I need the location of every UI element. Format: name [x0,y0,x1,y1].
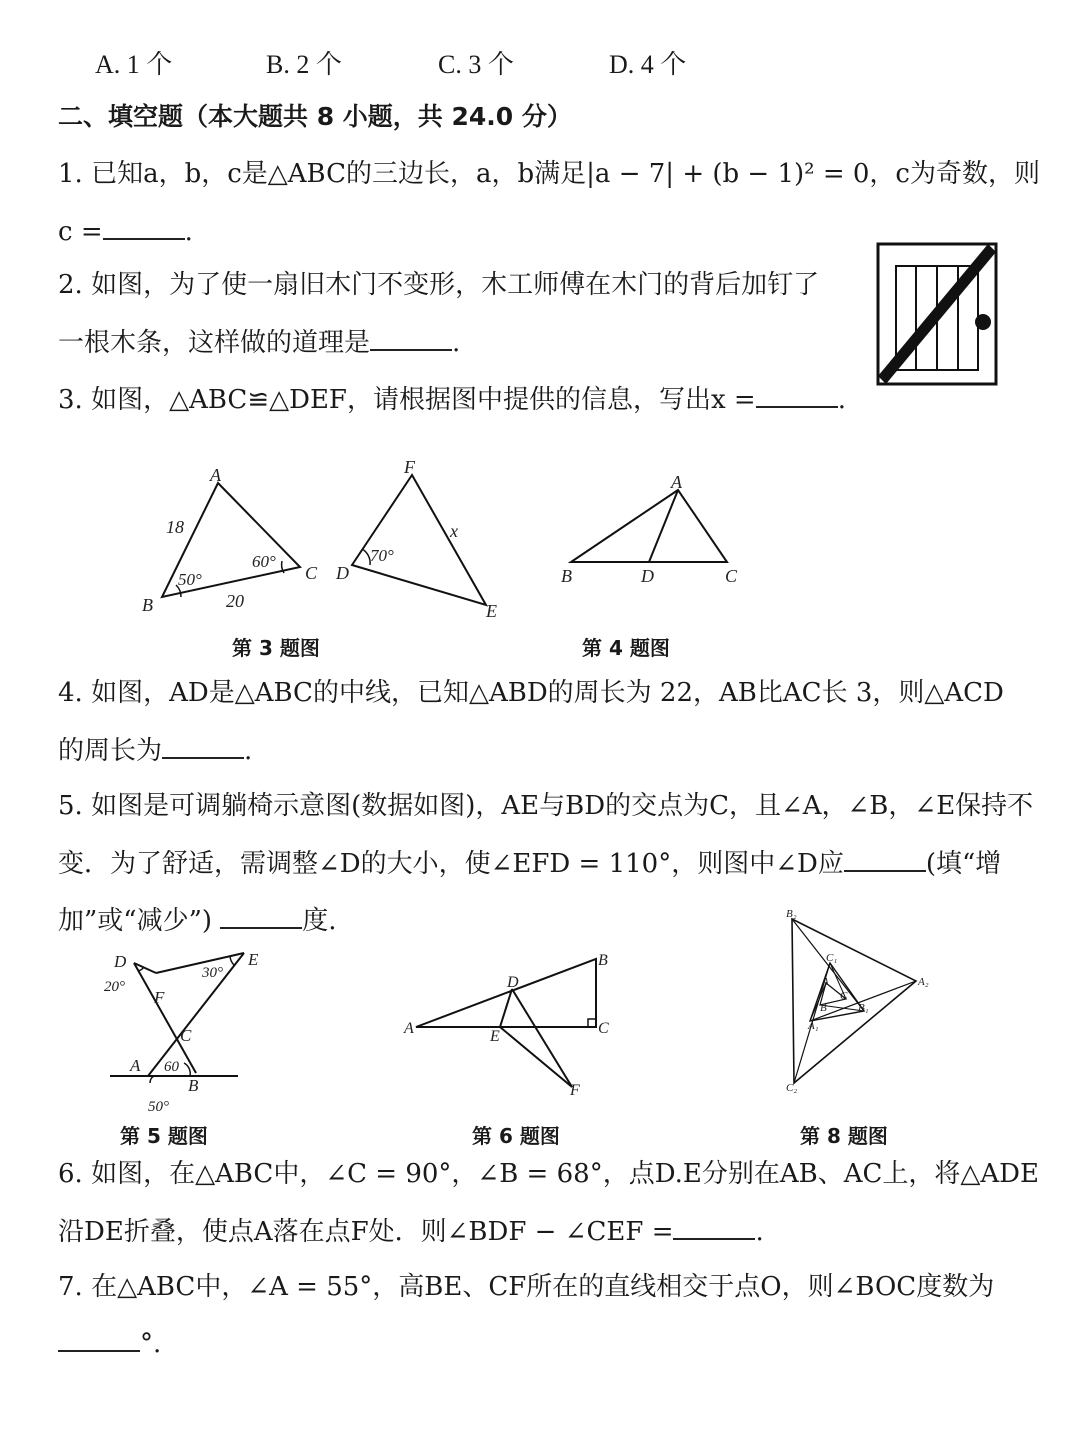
fig8-label-B2: B₂ [786,908,797,920]
fig5-label-E: E [248,950,259,969]
fig8-label-A1: A₁ [808,1020,819,1032]
option-d: D. 4 个 [609,50,687,79]
fig5-label-F: F [154,988,165,1007]
fig3-label-C: C [305,563,318,583]
q7-line2 [58,1326,161,1361]
fig6-label-E: E [490,1028,500,1045]
q6-line2 [58,1214,764,1249]
fig6-label-A: A [404,1020,414,1037]
fig5-angle-E: 30° [202,965,223,981]
fig8-triangles [780,905,940,1095]
fig8-label-C1: C₁ [826,952,838,964]
q5-line1: 5. 如图是可调躺椅示意图(数据如图)，AE与BD的交点为C，且∠A，∠B，∠E保持不 [58,791,1034,821]
q2-line2 [58,325,460,360]
q3-prefix: 3. 如图，△ABC≌△DEF，请根据图中提供的信息，写出x = [58,385,756,415]
fig6-label-C: C [598,1020,609,1037]
fig3-label-F: F [404,457,415,477]
fig3-label-D: D [336,563,349,583]
q4-line2 [58,733,252,768]
fig8-label-B: B [820,1002,827,1014]
q5-line2 [58,846,1001,881]
fig8-label-C2: C₂ [786,1082,798,1094]
q5-line3 [58,903,337,938]
q5-suffix: (填“增 [925,849,1002,879]
fig3-label-A: A [210,465,221,485]
option-b: B. 2 个 [266,50,342,79]
fig5-angle-D: 20° [104,979,125,995]
q7-line1: 7. 在△ABC中，∠A = 55°，高BE、CF所在的直线相交于点O，则∠BOC度数为 [58,1272,995,1302]
q2-prefix: 一根木条，这样做的道理是 [58,328,371,358]
door-figure [876,242,998,386]
fig3-label-E: E [486,601,497,621]
fig5-label-D: D [114,952,127,971]
fig6-label-F: F [570,1082,580,1099]
q1-line2 [58,214,193,249]
fig8-label-B1: B₁ [858,1002,869,1014]
fig6-label-B: B [598,952,608,969]
fig8-caption: 第 8 题图 [800,1124,888,1148]
fig6-caption: 第 6 题图 [472,1124,560,1148]
fig4-label-C: C [725,566,738,586]
fig5-label-A: A [130,1056,141,1075]
q4-blank[interactable] [162,733,244,759]
q5-blank-1[interactable] [844,846,926,872]
section-title: 二、填空题（本大题共 8 小题，共 24.0 分） [58,102,572,131]
q3-blank[interactable] [756,382,838,408]
q6-blank[interactable] [673,1214,755,1240]
fig6-label-D: D [507,974,519,991]
q5-line3-suffix: 度. [302,906,337,936]
fig8-label-C: C [840,990,848,1002]
q2-line1: 2. 如图，为了使一扇旧木门不变形，木工师傅在木门的背后加钉了 [58,270,820,300]
fig8-label-A: A [822,976,829,988]
q4-suffix: . [244,736,253,766]
q2-suffix: . [452,328,461,358]
fig3-angle-C: 60° [252,552,276,571]
q1-prefix: c = [58,217,103,247]
fig4-label-B: B [561,566,572,586]
option-a: A. 1 个 [95,50,173,79]
fig8-label-A2: A₂ [918,976,929,988]
q6-line1: 6. 如图，在△ABC中，∠C = 90°，∠B = 68°，点D.E分别在AB、AC上，将△ADE [58,1159,1040,1189]
q1-suffix: . [184,217,193,247]
fig4-label-A: A [671,472,682,492]
fig3-caption: 第 3 题图 [232,636,320,660]
q7-suffix: °. [140,1329,162,1359]
q5-blank-2[interactable] [220,903,302,929]
fig5-label-C: C [180,1026,192,1045]
fig3-label-x: x [450,521,458,541]
fig5-angle-A: 50° [148,1099,169,1115]
option-c: C. 3 个 [438,50,514,79]
fig4-caption: 第 4 题图 [582,636,670,660]
q6-prefix: 沿DE折叠，使点A落在点F处．则∠BDF − ∠CEF = [58,1217,674,1247]
q6-suffix: . [755,1217,764,1247]
fig3-triangles [130,455,530,625]
fig3-label-AB: 18 [166,517,184,537]
fig3-label-B: B [142,595,153,615]
fig4-triangle [555,470,755,590]
q5-prefix: 变．为了舒适，需调整∠D的大小，使∠EFD = 110°，则图中∠D应 [58,849,844,879]
fig3-angle-D: 70° [370,546,394,565]
q1-line1: 1. 已知a，b，c是△ABC的三边长，a，b满足|a − 7| + (b − 1)² = 0，c为奇数，则 [58,159,1040,189]
q4-prefix: 的周长为 [58,736,163,766]
fig4-label-D: D [641,566,654,586]
q4-line1: 4. 如图，AD是△ABC的中线，已知△ABD的周长为 22，AB比AC长 3，则△ACD [58,678,1004,708]
fig3-label-BC: 20 [226,591,244,611]
q5-line3-prefix: 加”或“减少”) [58,906,213,936]
q3-suffix: . [837,385,846,415]
fig5-angle-B: 60 [164,1059,179,1075]
fig5-chair [100,945,260,1120]
door-knob [975,314,991,330]
fig3-angle-B: 50° [178,570,202,589]
q2-blank[interactable] [370,325,452,351]
q7-blank[interactable] [58,1326,140,1352]
fig6-triangle [400,945,620,1100]
fig5-caption: 第 5 题图 [120,1124,208,1148]
fig5-label-B: B [188,1076,199,1095]
q3-line [58,382,846,417]
q1-blank[interactable] [103,214,185,240]
